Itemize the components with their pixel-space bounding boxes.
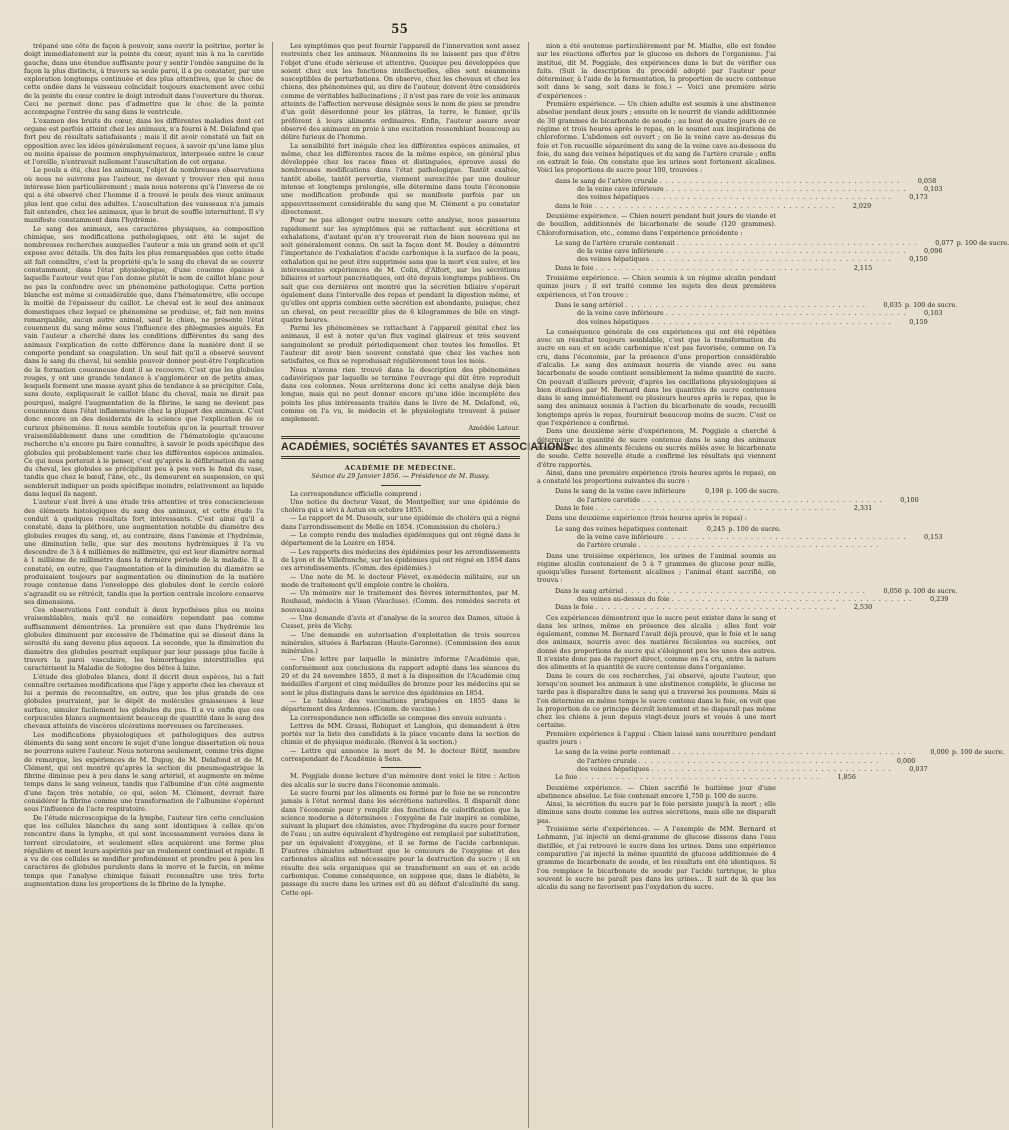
leader-dots: [639, 541, 880, 549]
leader-dots: [596, 504, 837, 512]
row-value: 0,000: [930, 748, 949, 757]
correspondence-item: — Le compte rendu des maladies épidémiques qui ont régné dans le département de la Lozère en 1854.: [281, 531, 520, 548]
article-paragraph: L'examen des bruits du cœur, dans les différentes maladies dont cet organe est parfois atteint chez les animaux, n'a fourni à M. Delafond que fort peu de résultats satisfaisants ; mais il dit avoir constaté un fait en opposition avec les idées généralement reçues, à savoir qu'une lame plus ou moins épaisse de poumon emphysémateux, interposée entre le cœur et l'oreille, n'entravait nullement l'auscultation de cet organe.: [24, 116, 264, 167]
row-label: Dans le sang artériel: [555, 300, 624, 309]
leader-dots: [596, 603, 837, 611]
correspondence-item: — Une demande en autorisation d'exploitation de trois sources minérales, situées à Barbazan (Haute-Garonne). (Commission des eaux minérales.): [281, 630, 520, 656]
correspondence-item: — Une demande d'avis et d'analyse de la source des Dames, située à Cusset, près de Vichy.: [281, 614, 520, 631]
correspondence-item: — Les rapports des médecins des épidémies pour les arrondissements de Lyon et de Villefranche, sur les épidémies qui ont régné en 1854 dans ces arrondissements. (Comm. des épidémies.): [281, 547, 520, 573]
memoir-intro: M. Poggiale donne lecture d'un mémoire dont voici le titre : Action des alcalis sur le sucre dans l'économie animale.: [281, 772, 520, 789]
correspondence-item: — Une note de M. le docteur Fièvet, ex-médecin militaire, sur un mode de traitement qu'il emploie contre le choléra.: [281, 572, 520, 589]
leader-dots: [595, 202, 836, 210]
data-row: [555, 201, 872, 210]
leader-dots: [651, 255, 892, 263]
data-row: [555, 176, 937, 185]
correspondence-item: — Le rapport de M. Dusoulx, sur une épidémie de choléra qui a régné dans l'arrondissement de Melle en 1854. (Commission du choléra.): [281, 514, 520, 531]
row-label: Dans le foie: [555, 504, 594, 513]
row-value: 0,077: [935, 238, 954, 247]
article-paragraph: Première expérience à l'appui : Chien laissé sans nourriture pendant quatre jours :: [537, 729, 776, 747]
data-row: [555, 524, 781, 533]
row-value: 0,198: [705, 487, 724, 496]
row-label: des veines hépatiques: [577, 764, 650, 773]
row-value: 1,856: [837, 773, 856, 782]
article-paragraph: Les modifications physiologiques et pathologiques des autres éléments du sang sont encore le sujet d'une longue dissertation où nous ne pourrons suivre l'auteur. Nous noterons seulement, comme très digne de remarque, les expériences de M. Dupuy, de M. Delafond et de M. Clément, qui ont montré qu'après la section du pneumogastrique la fibrine diminue peu à peu dans le sang artériel, et augmente en même temps dans le sang veineux, tandis que l'albumine d'un côté augmente d'une façon très notable, ce qui, selon M. Clément, devrait faire considérer la fibrine comme une transformation de l'albumine s'opérant sous l'influence de l'acte respiratoire.: [24, 730, 264, 814]
data-table: [555, 300, 958, 326]
correspondence-intro: La correspondance officielle comprend :: [290, 489, 422, 498]
article-paragraph: La sensibilité fort inégale chez les différentes espèces animales, et même, chez les différentes races de la même espèce, en général plus développée chez les races fines et distinguées, éprouve aussi de nombreuses modifications dans l'état pathologique. Tantôt exaltée, tantôt abolie, tantôt pervertie, viennent surexcitée par une douleur intense et longtemps prolongée, elle détermine dans toute l'économie une modification profonde qui se manifeste parfois par un appauvrissement considérable du sang que M. Clément a pu constater directement.: [281, 141, 520, 216]
data-row: [555, 255, 928, 264]
row-value: 2,115: [853, 263, 873, 272]
data-row: [555, 748, 1005, 757]
row-value: 0,056: [883, 586, 902, 595]
row-unit: p. 100 de sucre.: [728, 524, 781, 533]
row-label: de la veine cave inférieure: [577, 309, 664, 318]
data-row: [555, 541, 776, 549]
article-paragraph: nion a été soutenue particulièrement par M. Mialhe, elle est fondée sur les réactions offertes par le glucose en dehors de l'organisme. J'ai institué, dit M. Poggiale, des expériences dans le but de vérifier ces faits. (Suit la description du procédé adopté par l'auteur pour déterminer, à l'aide de la fermentation, la proportion de sucre contenue soit dans le sang, soit dans le foie.) — Voici une première série d'expériences :: [537, 42, 776, 100]
leader-dots: [666, 309, 907, 317]
article-paragraph: L'étude des globules blancs, dont il décrit deux espèces, lui a fait connaître certaines modifications que l'âge y apporte chez les chevaux et lui a permis de reconnaître, en outre, que les plus grands de ces globules pourraient, par le dépôt de molécules graisseuses à leur surface, simuler facilement les globules du pus. Il a vu enfin que ces corpuscules blancs augmentaient beaucoup de quantité dans le sang des chevaux atteints de viscères ulcérations morveuses ou farcineuses.: [24, 672, 264, 731]
correspondence-item: — Une lettre par laquelle le ministre informe l'Académie que, conformément aux conclusions du rapport adopté dans les séances du 20 et du 24 novembre 1855, il met à la disposition de l'Académie cinq médailles d'argent et cinq médailles de bronze pour les médecins qui se sont le plus distingués dans le service des épidémies en 1854.: [281, 655, 520, 697]
row-label: Dans le foie: [555, 263, 594, 272]
column-3: [528, 42, 1009, 1128]
column-1: [16, 42, 272, 1128]
data-table: [555, 748, 1005, 782]
row-value: 0,058: [917, 176, 937, 185]
row-label: Le sang de l'artère crurale contenait: [555, 238, 675, 247]
row-label: des veines hépatiques: [577, 317, 650, 326]
row-label: dans le sang de l'artère crurale: [555, 176, 658, 185]
row-label: Dans le foie: [555, 603, 594, 612]
article-paragraph: Première expérience. — Un chien adulte est soumis à une abstinence absolue pendant deux jours ; ensuite on le nourrit de viande additionnée de 30 grammes de bicarbonate de soude ; au bout de quatre jours de ce régime et trois heures après le repas, on le soumet aux inspirations de chloroforme. L'abdomen est ouvert ; on lie la veine cave au-dessus du foie et l'on recueille séparément du sang de la veine cave au-dessous du foie, du sang des veines hépatiques et du sang de l'artère crurale ; enfin on extrait le foie. On constate que les urines sont fortement alcalines. Voici les proportions de sucre pour 100, trouvées :: [537, 100, 776, 175]
leader-dots: [666, 185, 907, 193]
leader-dots: [660, 177, 901, 185]
article-paragraph: trépané une côte de façon à pouvoir, sans ouvrir la poitrine, porter le doigt immédiatement sur la pointe du cœur, ayant mis à nu la carotide gauche, dans une étendue suffisante pour y sentir l'ondée sanguine de la façon la plus distincte, à travers sa seule paroi, il a pu constater, par une exploration longtemps continuée et des plus attentives, que le choc de cette ondée dans le vaisseau coïncidait toujours exactement avec celui de la pointe du cœur contre le doigt introduit dans l'ouverture du thorax. Ceci ne permet donc pas d'admettre que le choc de la pointe accompagne l'entrée du sang dans le ventricule.: [24, 42, 264, 117]
data-row: [555, 247, 943, 256]
article-paragraph: Dans une deuxième série d'expériences, M. Poggiale a cherché à déterminer la quantité de sucre contenue dans le sang des animaux nourris avec des aliments féculens ou sucrés mêlés avec le bicarbonate de soude. Cette nouvelle étude a confirmé les résultats qui viennent d'être rapportés.: [537, 427, 776, 469]
leader-dots: [579, 773, 820, 781]
data-row: [555, 487, 780, 496]
row-label: de la veine cave inférieure: [577, 532, 664, 541]
row-label: Le foie: [555, 773, 578, 782]
row-value: 2,530: [853, 603, 873, 612]
row-label: de la veine cave inférieure: [577, 185, 664, 194]
row-label: Dans le sang de la veine cave inférieure: [555, 487, 686, 496]
row-value: 0,103: [923, 309, 943, 318]
author-signature: Amédée Latour.: [468, 423, 520, 432]
data-row: [555, 309, 943, 318]
text-columns: [16, 42, 1009, 1128]
data-row: [555, 238, 1009, 247]
row-label: des veines hépatiques: [577, 255, 650, 264]
row-label: de l'artère crurale: [577, 541, 637, 550]
data-table: [555, 487, 919, 513]
leader-dots: [672, 748, 913, 756]
data-row: [555, 595, 949, 603]
article-paragraph: Parmi les phénomènes se rattachant à l'appareil génital chez les animaux, il est à noter qu'un flux vaginal glaireux et très souvent sanguinolent se produit périodiquement chez toutes les femelles. Et l'auteur dit avoir bien souvent constaté que chez les vaches non satisfaites, ce flux se reproduisait régulièrement tous les mois.: [281, 324, 520, 366]
article-paragraph: Ces observations l'ont conduit à deux hypothèses plus ou moins vraisemblables, mais qu'il ne considère cependant pas comme suffisamment démontrées. La première est que dans l'hydrémie les globules diminuent par excessive de l'hématine qui se dissout dans la sérosité du sang devenu plus aqueux. La seconde, que la diminution du diamètre des globules pourrait expliquer par leur passage plus facile à travers la paroi vasculaire, les hémorrhagies interstitielles qui caractérisent la Maladie de Sologne des bêtes à laine.: [24, 606, 264, 673]
data-row: [555, 317, 928, 326]
article-paragraph: Ainsi, la sécrétion du sucre par le foie persiste jusqu'à la mort ; elle diminue sans doute comme les autres sécrétions, mais elle ne disparaît pas.: [537, 800, 776, 825]
divider: [381, 767, 421, 768]
article-paragraph: Le pouls a été, chez les animaux, l'objet de nombreuses observations où nous ne suivrons pas l'auteur, ne devant y trouver rien qui nous intéresse bien particulièrement ; mais nous noterons qu'à l'inverse de ce qui a été observé chez l'homme il a trouvé le pouls des vieux animaux plus lent que celui des adultes. L'auscultation des vaisseaux n'a jamais fait entendre, chez les animaux, que le bruit de souffle intermittent. Il s'y manifeste constamment dans l'hydrémie.: [24, 166, 264, 225]
article-paragraph: Nous n'avons rien trouvé dans la description des phénomènes cadavériques par laquelle se termine l'ouvrage qui dût être reproduit dans ces colonnes. Nous arrêterons donc ici cette analyse déjà bien longue, mais qui ne peut donner encore qu'une idée incomplète des points les plus intéressants traités dans le livre de M. Delafond, où, comme on l'a vu, le médecin et le physiologiste trouvent à puiser amplement.: [281, 365, 520, 424]
row-label: Le sang des veines hépatiques contenait: [555, 524, 688, 533]
data-row: [555, 185, 943, 194]
article-paragraph: Les symptômes que peut fournir l'appareil de l'innervation sont assez restreints chez les animaux. Néanmoins ils ne laissent pas que d'être l'objet d'une étude sérieuse et attentive. Quoique peu développées que soient chez eux les fonctions intellectuelles, elles sont néanmoins susceptibles de perturbations. On observe, chez les chevaux et chez les chiens, des phénomènes qui, au dire de l'auteur, doivent être considérés comme de véritables hallucinations ; il n'est pas rare de voir les animaux atteints de l'affection nerveuse désignée sous le nom de pieu se prendre d'un goût désordonné pour les plâtras, la terre, le fumier, qu'ils préfèrent à leurs aliments ordinaires. Enfin, l'auteur assure avoir observé des animaux en proie à une excitation ressemblant beaucoup au délire furieux de l'homme.: [281, 42, 520, 142]
leader-dots: [666, 247, 907, 255]
row-label: dans le foie: [555, 201, 593, 210]
row-value: 0,100: [900, 495, 919, 504]
row-label: Le sang de la veine porte contenait: [555, 748, 671, 757]
row-value: 0,159: [909, 317, 928, 326]
row-unit: p. 100 de sucre.: [904, 300, 958, 309]
data-row: [555, 586, 958, 595]
row-value: 2,029: [852, 201, 872, 210]
leader-dots: [666, 533, 907, 541]
correspondence-item: — Le tableau des vaccinations pratiquées en 1855 dans le département des Ardennes. (Comm. de vaccine.): [281, 696, 520, 714]
article-paragraph: Ces expériences démontrent que le sucre peut exister dans le sang et dans les urines, même en présence des alcalis ; elles font voir également, comme M. Bernard l'avait déjà prouvé, que le foie et le sang des animaux, nourris avec des matières féculentes ou sucrées, ont donné des proportions de sucre qui s'éloignent peu les unes des autres. Il n'existe donc pas de rapport direct, comme on l'a cru, entre la nature des aliments et la quantité de sucre contenue dans l'organisme.: [537, 613, 776, 672]
leader-dots: [639, 757, 880, 765]
row-value: 0,035: [883, 300, 902, 309]
leader-dots: [672, 595, 913, 603]
data-row: [555, 532, 943, 541]
session-line: Séance du 29 Janvier 1856. — Présidence de M. Bussy.: [311, 472, 490, 481]
data-table: [555, 176, 943, 210]
row-unit: p. 100 de sucre.: [956, 238, 1009, 247]
academy-heading: ACADÉMIE DE MÉDECINE.: [344, 463, 457, 472]
row-value: 0,153: [923, 532, 943, 541]
article-paragraph: Ainsi, dans une première expérience (trois heures après le repas), on a constaté les proportions suivantes du sucre :: [537, 468, 776, 486]
row-label: de la veine cave inférieure: [577, 247, 664, 256]
leader-dots: [625, 301, 866, 309]
divider: [381, 485, 421, 486]
leader-dots: [596, 264, 837, 272]
leader-dots: [677, 239, 918, 247]
article-paragraph: Le sang des animaux, ses caractères physiques, sa composition chimique, ses modifications pathologiques, ont été le sujet de nombreuses recherches auxquelles l'auteur a mis un grand soin et qu'il expose avec détails. Un des faits les plus remarquables que cette étude ait fait connaître, c'est la propriété qu'a le sang du cheval de se couvrir constamment, dans l'état physiologique, d'une couenne épaisse à laquelle l'auteur veut que l'on donne plutôt le nom de caillot blanc pour ne pas la confondre avec un phénomène pathologique. Cette portion blanche est même si considérable que, dans l'hématomètre, elle occupe la moitié de l'épaisseur du caillot. Le cheval est le seul des animaux domestiques chez lequel ce phénomène se produise, et, fait non moins remarquable, aucun autre animal, sauf le chien, ne présente l'état couenneux du sang même sous l'influence des phlegmasies aiguës. En vain l'auteur a cherché dans les conditions différentes du sang des animaux l'explication de cette différence dans la manière dont il se comporte pendant sa coagulation. Un seul fait qu'il a observé souvent dans le sang du cheval, lui semble pouvoir donner peut-être l'explication de la formation couenneuse dont il se recouvre. C'est que les globules rouges, y ont une grande tendance à s'agglomérer en de petits amas, lesquels forment une masse ayant plus de tendance à se précipiter. Cela, sans doute, expliquerait le caillot blanc du cheval, mais ne dirait pas pourquoi, malgré l'augmentation de la fibrine, le sang ne devient pas couenneux dans l'état inflammatoire chez la plupart des animaux. C'est donc encore un des desiderata de la science que l'explication de ce curieux phénomène. Il nous semble toutefois qu'on la pourrait trouver vraisemblablement dans une condition de l'hématologie qu'aucune recherche n'a encore pu faire connaître, à savoir le poids spécifique des globules qui probablement varie chez les différentes espèces animales. Ce qui nous porterait à le penser, c'est qu'après la défibrination du sang du cheval, les globules se précipitent peu à peu vers le fond du vase, tandis que chez le bœuf, l'âne, etc., ils demeurent en suspension, ce qui semblerait indiquer un poids spécifique moindre, relativement au liquide dans lequel ils nagent.: [24, 224, 264, 499]
correspondence-item: — Un mémoire sur le traitement des fièvres intermittentes, par M. Rouhaud, médecin à Visan (Vaucluse). (Comm. des remèdes secrets et nouveaux.): [281, 589, 520, 614]
row-value: 0,150: [909, 255, 928, 264]
row-value: 0,245: [706, 524, 726, 533]
article-paragraph: Troisième série d'expériences. — A l'exemple de MM. Bernard et Lehmann, j'ai injecté un demi-gramme de glucose dissous dans l'eau distillée, et j'ai retrouvé le sucre dans les urines. Dans une expérience comparative j'ai injecté la même quantité de glucose additionnée de 4 gramme de bicarbonate de soude, et les résultats ont été identiques. Si l'on remplace le bicarbonate de soude par l'acide tartrique, le plus souvent le sucre ne paraît pas dans les urines... Il suit de là que les alcalis du sang ne favorisent pas l'oxydation du sucre.: [537, 825, 776, 892]
data-row: [555, 263, 873, 272]
article-paragraph: Dans une troisième expérience, les urines de l'animal soumis au régime alcalin contenaient de 5 à 7 grammes de glucose pour mille, quoiqu'elles fussent fortement alcalines ; l'animal étant sacrifié, on trouva :: [537, 551, 776, 585]
data-row: [555, 504, 873, 513]
section-title: ACADÉMIES, SOCIÉTÉS SAVANTES ET ASSOCIATIONS.: [281, 440, 574, 453]
data-table: [555, 586, 958, 612]
leader-dots: [625, 587, 866, 595]
article-paragraph: La conséquence générale de ces expériences qui ont été répétées avec un résultat toujours semblable, c'est que la transformation du sucre en eau et en acide carbonique n'est pas favorisée, comme on l'a cru, dans l'économie, par la présence d'une proportion considérable d'alcalis. Le sang des animaux nourris de viande avec ou sans bicarbonate de soude contient sensiblement la même quantité de sucre. On pouvait d'ailleurs prévoir, d'après les oscillations physiologiques si bien étudiées par M. Bernard dans les quantités de sucre contenues dans le sang immédiatement ou plusieurs heures après le repas, que le sang des animaux soumis à l'action du bicarbonate de soude, recueilli longtemps après le repas, fournirait beaucoup moins de sucre. C'est ce que l'expérience a confirmé.: [537, 327, 776, 428]
row-unit: p. 100 de sucre.: [726, 487, 780, 496]
row-value: 0,239: [929, 595, 949, 603]
data-row: [555, 300, 958, 309]
correspondence-item: Lettres de MM. Grassi, Robiquet et Langlois, qui demandent à être portés sur la liste des candidats à la place vacante dans la section de chimie et de physique médicale. (Renvoi à la section.): [281, 721, 520, 747]
row-unit: p. 100 de sucre.: [951, 748, 1005, 757]
article-paragraph: Le sucre fourni par les aliments ou formé par le foie ne se rencontre jamais à l'état normal dans les sécrétions naturelles. Il disparaît donc dans l'économie pour y remplir des fonctions de calorification que la science moderne a déterminées : l'oxygène de l'air inspiré se combine, suivant la plupart des chimistes, avec l'hydrogène du sucre pour former de l'eau ; un autre équivalent d'hydrogène est remplacé par substitution, par un équivalent d'oxygène, et il se forme de l'acide carbonique. D'autres chimistes admettent que le concours de l'oxygène et des carbonates alcalins est nécessaire pour la destruction du sucre ; il en résulte des sels organiques qui se transforment en eau et en acide carbonique. Comme conséquence, on suppose que, dans le diabète, le passage du sucre dans les urines est dû au défaut d'alcalinité du sang. Cette opi-: [281, 788, 520, 897]
article-paragraph: De l'étude microscopique de la lymphe, l'auteur tire cette conclusion que les cellules blanches du sang sont identiques à celles qu'on rencontre dans la lymphe, et qui sont incessamment versées dans le torrent circulatoire, et seulement elles acquièrent une forme plus régulière et ment leurs aspérités par un roulement continuel et rapide. Il a vu de ces cellules se modifier profondément et prendre peu à peu les caractères de globules purulents dans la morve et le farcin, en même temps que l'analyse chimique faisait reconnaître une très forte augmentation dans les proportions de la fibrine de la lymphe.: [24, 813, 264, 888]
row-label: des veines au-dessus du foie: [577, 595, 670, 603]
article-paragraph: L'auteur s'est livré à une étude très attentive et très consciencieuse des éléments histologiques du sang des animaux, et cette étude l'a conduit à quelques résultats fort intéressants. C'est ainsi qu'il a constaté, dans la pléthore, une augmentation notable du diamètre des globules rouges du sang, et, au contraire, dans l'anémie et l'hydrémie, une diminution telle, que sur des moutons hydrémiques il l'a vu descendre de 3 à 4 millièmes de millimètre, qui est leur diamètre normal à 1 millième de millimètre dans la dernière période de la maladie. Il a constaté, en outre, que l'augmentation et la diminution du diamètre se produisaient toujours par augmentation ou diminution de la matière rouge contenue dans l'enveloppe des globules dont le cercle coloré s'agrandit ou se rétrécit, tandis que la portion centrale incolore conserve ses dimensions.: [24, 498, 264, 606]
article-paragraph: Deuxième expérience. — Chien sacrifié le huitième jour d'une abstinence absolue. Le foie contenait encore 1,750 p. 100 de sucre.: [537, 783, 776, 800]
article-paragraph: Dans une deuxième expérience (trois heures après le repas) :: [546, 514, 747, 523]
data-table: [555, 238, 1009, 272]
article-paragraph: Pour ne pas allonger outre mesure cette analyse, nous passerons rapidement sur les symptômes qui se rattachent aux sécrétions et exhalations, d'autant qu'on n'y trouverait rien de bien nouveau qui ne soit généralement connu. On sait la façon dont M. Bouley a démontré l'importance de l'exhalation d'acide carbonique à la surface de la peau, exhalation qui ne peut être supprimée sans que la mort s'en suive, et les intéressantes expériences de M. Colin, d'Alfort, sur les sécrétions biliaires et surtout pancréatiques, ont été depuis longtemps publiées. On sait que ces dernières ont montré que la sécrétion biliaire s'opérait également dans l'intervalle des repas et pendant la digestion même, et qu'elles ont appris combien cette sécrétion est abondante, puisque, chez un cheval, on peut recueillir plus de 6 kilogrammes de bile en vingt-quatre heures.: [281, 216, 520, 324]
correspondence-item: Une notice du docteur Vaxat, de Montpellier, sur une épidémie de choléra qui a sévi à Autun en octobre 1855.: [281, 497, 520, 515]
correspondence-item: — Lettre qui annonce la mort de M. le docteur Rétif, membre correspondant de l'Académie à Sens.: [281, 746, 520, 764]
row-unit: p. 100 de sucre.: [904, 586, 958, 595]
row-value: 2,331: [853, 504, 873, 513]
data-row: [555, 764, 928, 773]
row-value: 0,173: [909, 193, 928, 202]
correspondence-intro: La correspondance non officielle se compose des envois suivants :: [290, 713, 507, 722]
section-header: [281, 436, 574, 459]
row-value: 0,037: [909, 764, 928, 773]
article-paragraph: Deuxième expérience. — Chien nourri pendant huit jours de viande et de bouillon, additionnés de bicarbonate de soude (120 grammes). Chloroformisation, etc., comme dans l'expérience précédente :: [537, 211, 776, 237]
row-label: des veines hépatiques: [577, 193, 650, 202]
row-value: 0,103: [923, 185, 943, 194]
data-row: [555, 773, 856, 782]
row-value: 0,000: [896, 756, 916, 765]
leader-dots: [642, 496, 883, 504]
data-row: [555, 495, 919, 504]
row-value: 0,096: [923, 247, 943, 256]
leader-dots: [651, 193, 892, 201]
data-row: [555, 603, 873, 612]
leader-dots: [651, 318, 892, 326]
article-paragraph: Dans le cours de ces recherches, j'ai observé, ajoute l'auteur, que lorsqu'on soumet les animaux à une abstinence complète, le glucose ne tarde pas à disparaître dans le sang qui a traversé les poumons. Mais si l'on détermine en même temps le sucre contenu dans le foie, on voit que la proportion de ce principe décroît lentement et ne disparaît pas même chez les chiens à jeun depuis vingt-deux jours et voués à une mort certaine.: [537, 671, 776, 730]
row-label: de l'artère carotide: [577, 495, 641, 504]
data-row: [555, 193, 928, 202]
article-paragraph: Troisième expérience. — Chien soumis à un régime alcalin pendant quinze jours ; il est traité comme les sujets des deux premières expériences, et l'on trouve :: [537, 274, 776, 299]
page-number: 55: [391, 21, 409, 37]
row-label: Dans le sang artériel: [555, 586, 624, 595]
row-label: de l'artère crurale: [577, 756, 637, 765]
leader-dots: [651, 765, 892, 773]
data-table: [555, 524, 943, 550]
data-row: [555, 756, 916, 765]
